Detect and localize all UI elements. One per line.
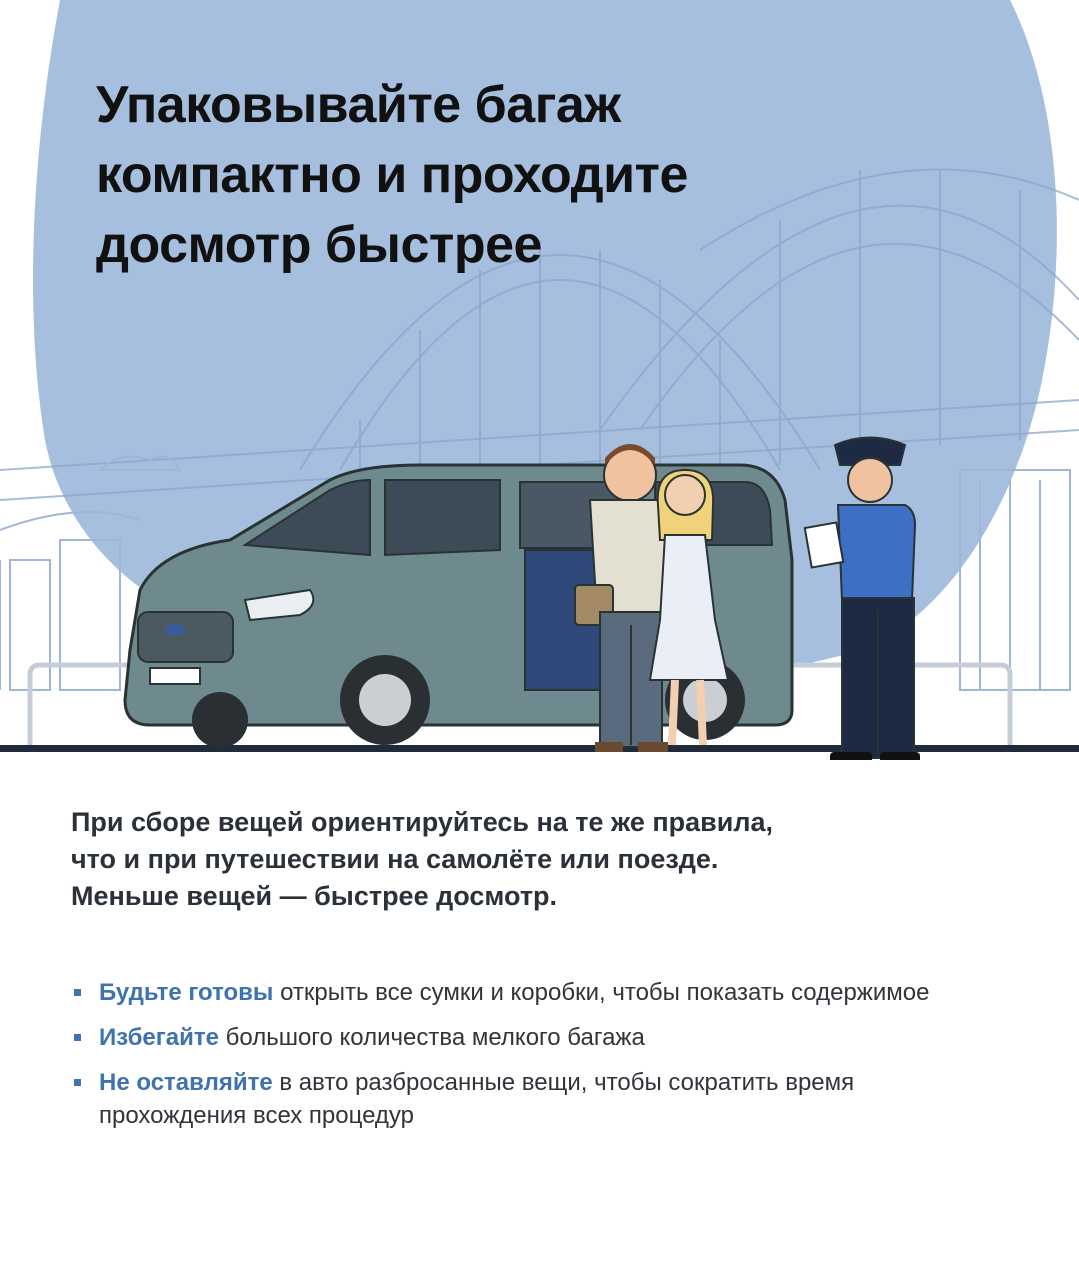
list-item — [74, 1066, 994, 1132]
title-line: Упаковывайте багаж — [96, 76, 621, 134]
list-item — [74, 1021, 994, 1054]
title-line: компактно и проходите — [96, 146, 688, 204]
title-line: досмотр быстрее — [96, 216, 542, 274]
list-item — [74, 976, 994, 1009]
lead-line: Меньше вещей — быстрее досмотр. — [71, 881, 558, 911]
ground-line — [0, 745, 1079, 752]
tips-list — [74, 976, 994, 1144]
square-bullet-icon — [74, 1034, 81, 1041]
square-bullet-icon — [74, 1079, 81, 1086]
page-title — [96, 70, 688, 280]
square-bullet-icon — [74, 989, 81, 996]
tip-text: большого количества мелкого багажа — [218, 1024, 645, 1051]
lead-paragraph — [71, 804, 1031, 915]
tip-text: в авто разбросанные вещи, чтобы сократить время прохождения всех процедур — [99, 1069, 855, 1129]
tip-accent: Не оставляйте — [99, 1069, 273, 1096]
lead-line: что и при путешествии на самолёте или поезде. — [71, 844, 719, 874]
lead-line: При сборе вещей ориентируйтесь на те же правила, — [71, 807, 774, 837]
tip-text: открыть все сумки и коробки, чтобы показать содержимое — [273, 979, 930, 1006]
tip-accent: Избегайте — [99, 1024, 219, 1051]
tip-accent: Будьте готовы — [99, 979, 274, 1006]
